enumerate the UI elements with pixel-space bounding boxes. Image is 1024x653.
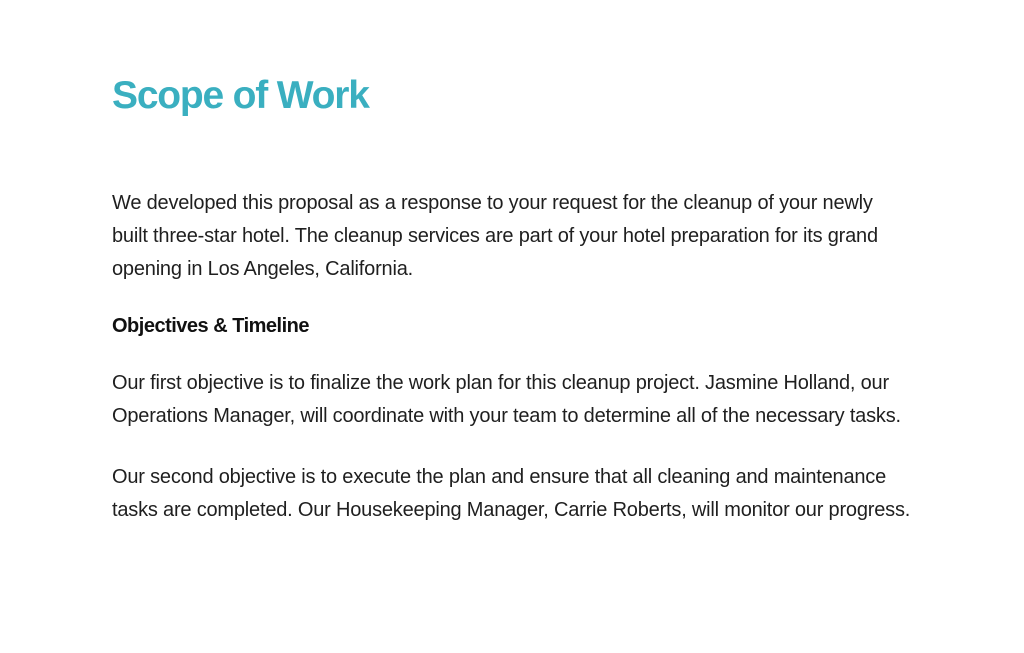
objective-one-paragraph: Our first objective is to finalize the work plan for this cleanup project. Jasmine Holland, our Operations Manager, will coordinate with your team to determine all of the necessary tasks.: [112, 372, 901, 427]
objective-two-paragraph: Our second objective is to execute the plan and ensure that all cleaning and maintenance tasks are completed. Our Housekeeping Manager, Carrie Roberts, will monitor our progress.: [112, 466, 911, 521]
page-title: Scope of Work: [112, 74, 369, 117]
intro-paragraph: We developed this proposal as a response to your request for the cleanup of your newly built three-star hotel. The cleanup services are part of your hotel preparation for its grand opening in Los Angeles, California.: [112, 192, 878, 280]
section-heading: Objectives & Timeline: [112, 315, 309, 337]
